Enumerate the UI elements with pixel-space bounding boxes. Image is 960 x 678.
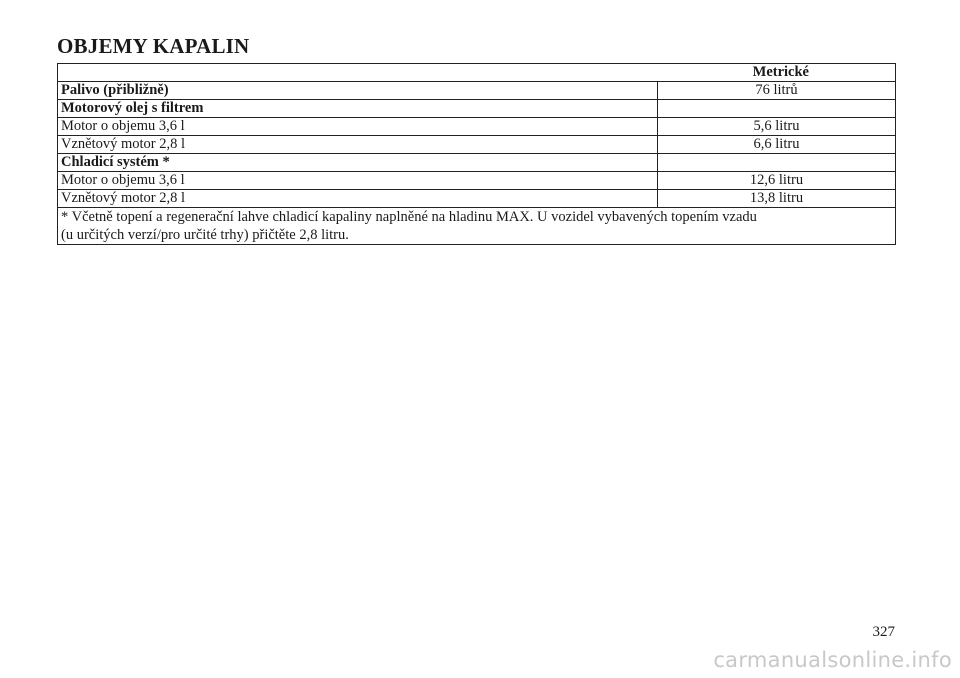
row-label: Vznětový motor 2,8 l: [58, 136, 658, 154]
row-label: Motor o objemu 3,6 l: [58, 172, 658, 190]
table-row: [58, 82, 896, 100]
row-label: Motor o objemu 3,6 l: [58, 118, 658, 136]
page-number: 327: [872, 624, 895, 640]
metric-column-header: Metrické: [58, 64, 896, 82]
row-value: 6,6 litru: [658, 136, 896, 154]
table-row: [58, 154, 896, 172]
row-label: Motorový olej s filtrem: [58, 100, 658, 118]
row-value: 13,8 litru: [658, 190, 896, 208]
row-value: [658, 100, 896, 118]
footnote-line-1: * Včetně topení a regenerační lahve chladicí kapaliny naplněné na hladinu MAX. U vozidel vybavených topením vzadu: [61, 209, 757, 225]
table-row: [58, 100, 896, 118]
row-value: 5,6 litru: [658, 118, 896, 136]
row-label: Vznětový motor 2,8 l: [58, 190, 658, 208]
table-header-row: [58, 64, 896, 82]
row-value: 76 litrů: [658, 82, 896, 100]
table-row: [58, 172, 896, 190]
row-label: Palivo (přibližně): [58, 82, 658, 100]
watermark: carmanualsonline.info: [713, 648, 952, 672]
footnote-row: [58, 208, 896, 245]
row-label: Chladicí systém *: [58, 154, 658, 172]
page-title: OBJEMY KAPALIN: [57, 34, 250, 58]
footnote: [58, 208, 896, 245]
table-row: [58, 136, 896, 154]
table-row: [58, 190, 896, 208]
row-value: [658, 154, 896, 172]
row-value: 12,6 litru: [658, 172, 896, 190]
footnote-line-2: (u určitých verzí/pro určité trhy) přičtěte 2,8 litru.: [61, 227, 349, 243]
fluid-capacities-table: [57, 63, 896, 245]
table-row: [58, 118, 896, 136]
